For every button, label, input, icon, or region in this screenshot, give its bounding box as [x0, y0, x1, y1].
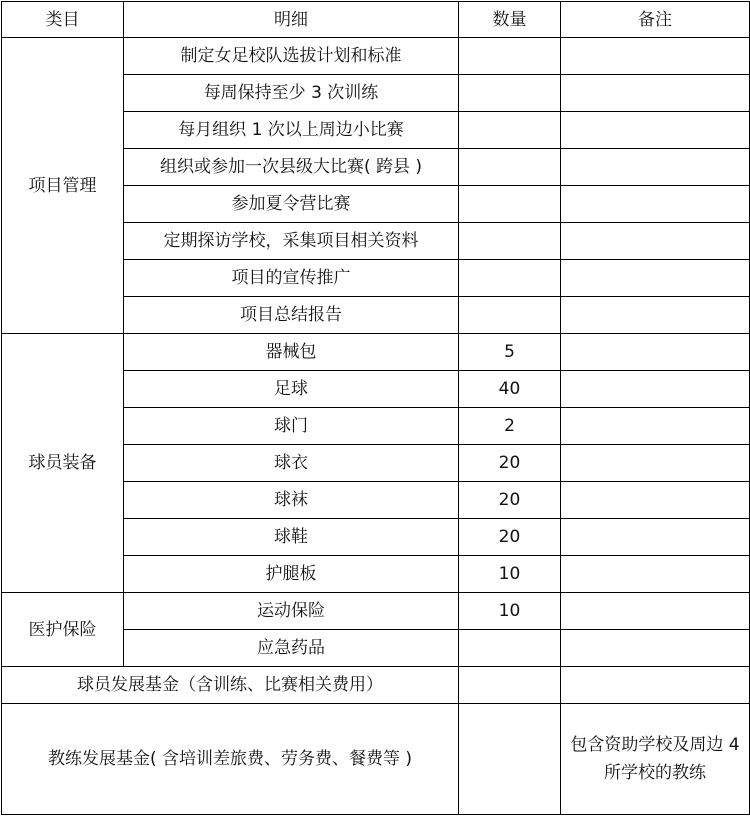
remark-cell: [561, 630, 750, 667]
quantity-cell: [459, 260, 561, 297]
header-quantity: 数量: [459, 2, 561, 38]
coach-fund-remark: 包含资助学校及周边 4 所学校的教练: [561, 704, 750, 815]
table-row: [2, 334, 750, 371]
detail-cell: 球袜: [124, 482, 459, 519]
remark-cell: [561, 260, 750, 297]
remark-cell: [561, 149, 750, 186]
quantity-cell: [459, 630, 561, 667]
quantity-cell: [459, 75, 561, 112]
category-cell-medical: 医护保险: [2, 593, 124, 667]
remark-cell: [561, 593, 750, 630]
detail-cell: 参加夏令营比赛: [124, 186, 459, 223]
category-cell-equipment: 球员装备: [2, 334, 124, 593]
quantity-cell: [459, 38, 561, 75]
remark-cell: [561, 186, 750, 223]
remark-cell: [561, 75, 750, 112]
coach-fund-label: 教练发展基金( 含培训差旅费、劳务费、餐费等 ): [2, 704, 459, 815]
detail-cell: 护腿板: [124, 556, 459, 593]
remark-cell: [561, 408, 750, 445]
remark-cell: [561, 667, 750, 704]
remark-cell: [561, 297, 750, 334]
remark-cell: [561, 482, 750, 519]
detail-cell: 足球: [124, 371, 459, 408]
remark-cell: [561, 334, 750, 371]
quantity-cell: 10: [459, 593, 561, 630]
detail-cell: 每月组织 1 次以上周边小比赛: [124, 112, 459, 149]
quantity-cell: [459, 223, 561, 260]
header-row: [2, 2, 750, 38]
remark-cell: [561, 112, 750, 149]
detail-cell: 定期探访学校，采集项目相关资料: [124, 223, 459, 260]
table-row: [2, 593, 750, 630]
detail-cell: 球门: [124, 408, 459, 445]
remark-cell: [561, 38, 750, 75]
detail-cell: 项目的宣传推广: [124, 260, 459, 297]
quantity-cell: [459, 186, 561, 223]
table-row-player-fund: [2, 667, 750, 704]
header-category: 类目: [2, 2, 124, 38]
budget-table: [1, 1, 750, 815]
header-detail: 明细: [124, 2, 459, 38]
table-row: [2, 38, 750, 75]
quantity-cell: [459, 704, 561, 815]
quantity-cell: 20: [459, 519, 561, 556]
quantity-cell: 20: [459, 445, 561, 482]
detail-cell: 运动保险: [124, 593, 459, 630]
detail-cell: 项目总结报告: [124, 297, 459, 334]
table-row-coach-fund: [2, 704, 750, 815]
detail-cell: 球衣: [124, 445, 459, 482]
quantity-cell: [459, 149, 561, 186]
quantity-cell: [459, 297, 561, 334]
quantity-cell: 10: [459, 556, 561, 593]
remark-cell: [561, 371, 750, 408]
quantity-cell: 5: [459, 334, 561, 371]
remark-cell: [561, 556, 750, 593]
detail-cell: 制定女足校队选拔计划和标准: [124, 38, 459, 75]
quantity-cell: [459, 667, 561, 704]
remark-cell: [561, 223, 750, 260]
remark-cell: [561, 519, 750, 556]
header-remark: 备注: [561, 2, 750, 38]
detail-cell: 应急药品: [124, 630, 459, 667]
detail-cell: 器械包: [124, 334, 459, 371]
quantity-cell: 40: [459, 371, 561, 408]
quantity-cell: [459, 112, 561, 149]
detail-cell: 组织或参加一次县级大比赛( 跨县 ): [124, 149, 459, 186]
category-cell-project: 项目管理: [2, 38, 124, 334]
quantity-cell: 2: [459, 408, 561, 445]
quantity-cell: 20: [459, 482, 561, 519]
detail-cell: 每周保持至少 3 次训练: [124, 75, 459, 112]
remark-cell: [561, 445, 750, 482]
player-fund-label: 球员发展基金（含训练、比赛相关费用）: [2, 667, 459, 704]
detail-cell: 球鞋: [124, 519, 459, 556]
